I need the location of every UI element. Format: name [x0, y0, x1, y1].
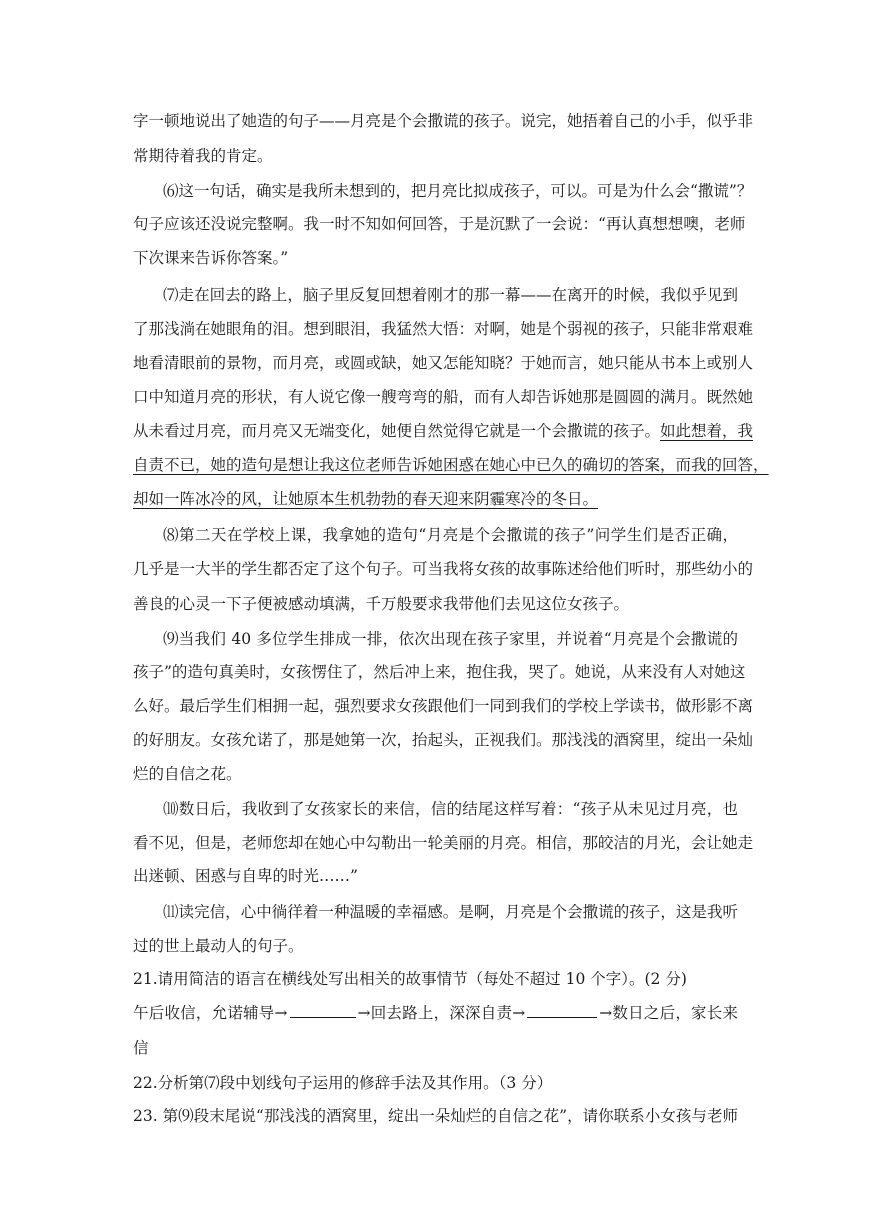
- underlined-sentence-part-3: 却如一阵冰冷的风，让她原本生机勃勃的春天迎来阴霾寒冷的冬日。: [133, 490, 599, 508]
- paragraph-6-line-1: ⑹这一句话，确实是我所未想到的，把月亮比拟成孩子，可以。可是为什么会“撒谎”？: [163, 182, 753, 200]
- paragraph-9-line-2: 孩子”的造句真美时，女孩愣住了，然后冲上来，抱住我，哭了。她说，从来没有人对她这: [133, 663, 746, 681]
- paragraph-5-line-1: 字一顿地说出了她造的句子——月亮是个会撒谎的孩子。说完，她捂着自己的小手，似乎非: [133, 112, 754, 130]
- paragraph-5-line-2: 常期待着我的肯定。: [133, 147, 273, 165]
- answer-blank-1[interactable]: [290, 1003, 356, 1018]
- plot-step-2: →回去路上，深深自责→: [357, 1004, 526, 1022]
- paragraph-10-line-2: 看不见，但是，老师您却在她心中勾勒出一轮美丽的月亮。相信，那皎洁的月光，会让她走: [133, 834, 754, 852]
- plot-step-3: →数日之后，家长来: [599, 1004, 738, 1022]
- question-21: 21.请用简洁的语言在横线处写出相关的故事情节（每处不超过 10 个字）。(2 分): [133, 970, 687, 988]
- paragraph-10-line-3: 出迷顿、困惑与自卑的时光……”: [133, 867, 358, 885]
- paragraph-9-line-3: 么好。最后学生们相拥一起，强烈要求女孩跟他们一同到我们的学校上学读书，做形影不离: [133, 697, 754, 715]
- paragraph-7-line-4: 口中知道月亮的形状，有人说它像一艘弯弯的船，而有人却告诉她那是圆圆的满月。既然她: [133, 388, 754, 406]
- question-21-plot-chain-end: 信: [133, 1039, 149, 1057]
- question-22: 22.分析第⑺段中划线句子运用的修辞手法及其作用。（3 分）: [133, 1074, 553, 1092]
- paragraph-7-line-7: [133, 489, 738, 509]
- paragraph-7-line-1: ⑺走在回去的路上，脑子里反复回想着刚才的那一幕——在离开的时候，我似乎见到: [163, 286, 738, 304]
- paragraph-7-line-3: 地看清眼前的景物，而月亮，或圆或缺，她又怎能知晓？于她而言，她只能从书本上或别人: [133, 354, 754, 372]
- question-21-plot-chain: [133, 1003, 738, 1023]
- paragraph-8-line-3: 善良的心灵一下子便被感动填满，千万般要求我带他们去见这位女孩子。: [133, 595, 630, 613]
- paragraph-7-line-5: [133, 421, 754, 441]
- underlined-sentence-part-1: 如此想着，我: [660, 422, 754, 440]
- underlined-sentence-part-2: 自责不已，她的造句是想让我这位老师告诉她困惑在她心中已久的确切的答案，而我的回答，: [133, 456, 769, 474]
- paragraph-6-line-2: 句子应该还没说完整啊。我一时不知如何回答，于是沉默了一会说：“再认真想想噢，老师: [133, 215, 746, 233]
- plot-step-1: 午后收信，允诺辅导→: [133, 1004, 288, 1022]
- paragraph-6-line-3: 下次课来告诉你答案。”: [133, 249, 289, 267]
- paragraph-8-line-1: ⑻第二天在学校上课，我拿她的造句“月亮是个会撒谎的孩子”问学生们是否正确，: [163, 526, 738, 544]
- paragraph-9-line-1: ⑼当我们 40 多位学生排成一排，依次出现在孩子家里，并说着“月亮是个会撒谎的: [163, 630, 738, 648]
- paragraph-8-line-2: 几乎是一大半的学生都否定了这个句子。可当我将女孩的故事陈述给他们听时，那些幼小的: [133, 560, 754, 578]
- answer-blank-2[interactable]: [527, 1003, 597, 1018]
- paragraph-11-line-2: 过的世上最动人的句子。: [133, 937, 304, 955]
- paragraph-7-line-6: [133, 455, 769, 475]
- paragraph-11-line-1: ⑾读完信，心中徜徉着一种温暖的幸福感。是啊，月亮是个会撒谎的孩子，这是我听: [163, 903, 738, 921]
- question-23: 23. 第⑼段末尾说“那浅浅的酒窝里，绽出一朵灿烂的自信之花”，请你联系小女孩与老师: [133, 1107, 738, 1125]
- paragraph-9-line-5: 烂的自信之花。: [133, 765, 242, 783]
- paragraph-10-line-1: ⑽数日后，我收到了女孩家长的来信，信的结尾这样写着：“孩子从未见过月亮，也: [163, 800, 738, 818]
- paragraph-7-line-5-text: 从未看过月亮，而月亮又无端变化，她便自然觉得它就是一个会撒谎的孩子。: [133, 422, 661, 440]
- paragraph-9-line-4: 的好朋友。女孩允诺了，那是她第一次，抬起头，正视我们。那浅浅的酒窝里，绽出一朵灿: [133, 731, 754, 749]
- paragraph-7-line-2: 了那浅淌在她眼角的泪。想到眼泪，我猛然大悟：对啊，她是个弱视的孩子，只能非常艰难: [133, 320, 754, 338]
